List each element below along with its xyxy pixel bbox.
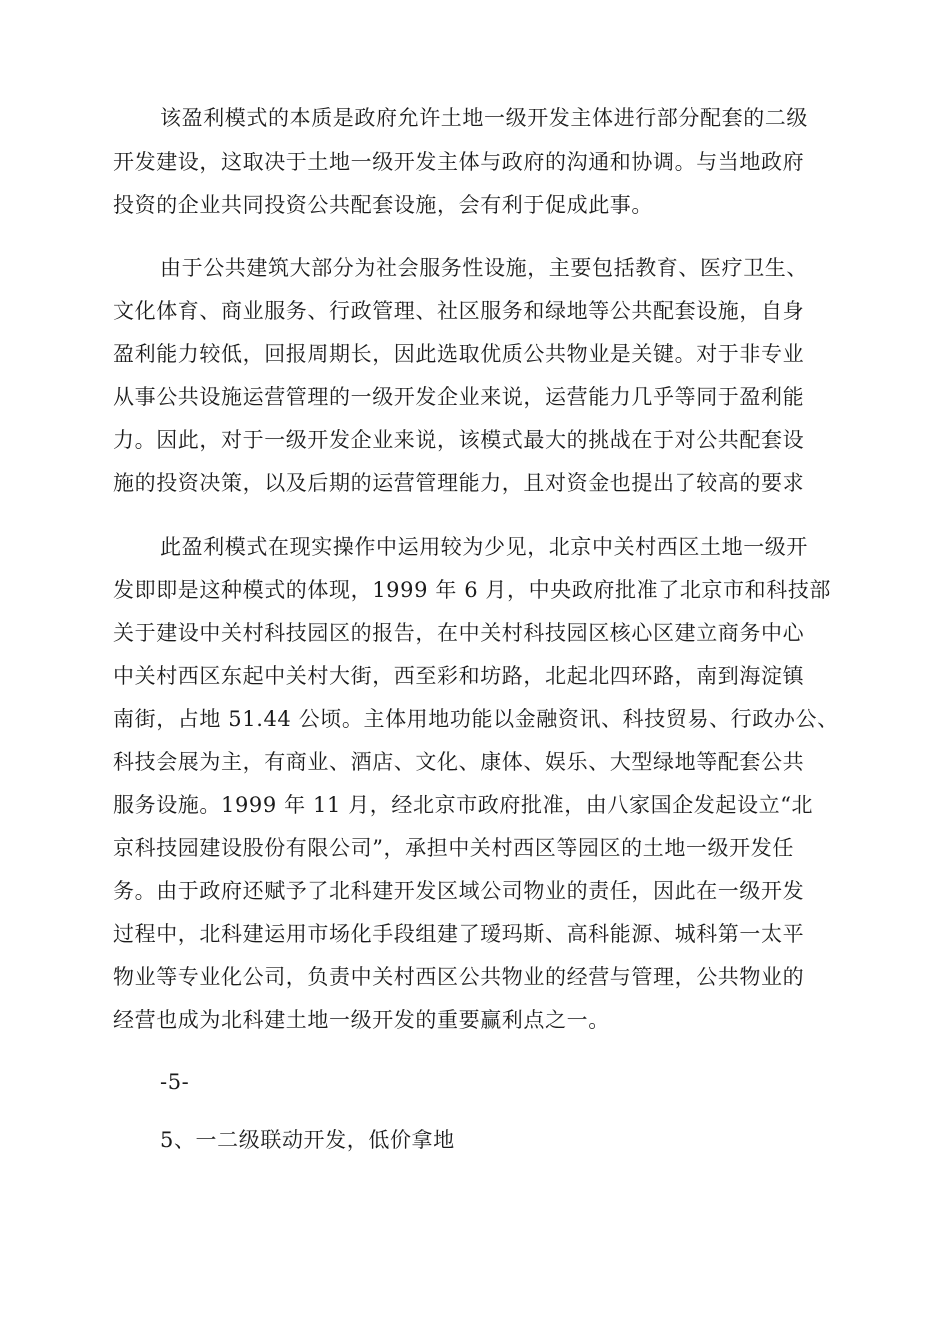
paragraph-3-line-9: 务。由于政府还赋予了北科建开发区域公司物业的责任，因此在一级开发 bbox=[113, 879, 805, 903]
paragraph-3-line-6: 科技会展为主，有商业、酒店、文化、康体、娱乐、大型绿地等配套公共 bbox=[113, 750, 805, 774]
paragraph-3-line-4: 中关村西区东起中关村大街，西至彩和坊路，北起北四环路，南到海淀镇 bbox=[113, 664, 805, 688]
paragraph-3-line-8: 京科技园建设股份有限公司”，承担中关村西区等园区的土地一级开发任 bbox=[113, 836, 794, 860]
section-heading: 5、一二级联动开发，低价拿地 bbox=[160, 1128, 455, 1152]
paragraph-3-line-10: 过程中，北科建运用市场化手段组建了瑷玛斯、高科能源、城科第一太平 bbox=[113, 922, 805, 946]
paragraph-2-line-3: 盈利能力较低，回报周期长，因此选取优质公共物业是关键。对于非专业 bbox=[113, 342, 805, 366]
paragraph-3-line-5: 南街，占地 51.44 公顷。主体用地功能以金融资讯、科技贸易、行政办公、 bbox=[113, 707, 839, 731]
paragraph-3-line-12: 经营也成为北科建土地一级开发的重要赢利点之一。 bbox=[113, 1008, 610, 1032]
paragraph-2-line-4: 从事公共设施运营管理的一级开发企业来说，运营能力几乎等同于盈利能 bbox=[113, 385, 805, 409]
paragraph-3-line-1: 此盈利模式在现实操作中运用较为少见，北京中关村西区土地一级开 bbox=[160, 535, 808, 559]
paragraph-3-line-7: 服务设施。1999 年 11 月，经北京市政府批准，由八家国企发起设立“北 bbox=[113, 793, 814, 817]
paragraph-3-line-11: 物业等专业化公司，负责中关村西区公共物业的经营与管理，公共物业的 bbox=[113, 965, 805, 989]
paragraph-3-line-3: 关于建设中关村科技园区的报告，在中关村科技园区核心区建立商务中心 bbox=[113, 621, 805, 645]
page-number: -5- bbox=[160, 1070, 190, 1094]
paragraph-2-line-5: 力。因此，对于一级开发企业来说，该模式最大的挑战在于对公共配套设 bbox=[113, 428, 805, 452]
paragraph-2-line-1: 由于公共建筑大部分为社会服务性设施，主要包括教育、医疗卫生、 bbox=[160, 256, 808, 280]
paragraph-1-line-2: 开发建设，这取决于土地一级开发主体与政府的沟通和协调。与当地政府 bbox=[113, 150, 805, 174]
paragraph-2-line-2: 文化体育、商业服务、行政管理、社区服务和绿地等公共配套设施，自身 bbox=[113, 299, 805, 323]
paragraph-2-line-6: 施的投资决策，以及后期的运营管理能力，且对资金也提出了较高的要求 bbox=[113, 471, 805, 495]
paragraph-3-line-2: 发即即是这种模式的体现，1999 年 6 月，中央政府批准了北京市和科技部 bbox=[113, 578, 832, 602]
paragraph-1-line-3: 投资的企业共同投资公共配套设施，会有利于促成此事。 bbox=[113, 193, 653, 217]
paragraph-1-line-1: 该盈利模式的本质是政府允许土地一级开发主体进行部分配套的二级 bbox=[160, 106, 808, 130]
